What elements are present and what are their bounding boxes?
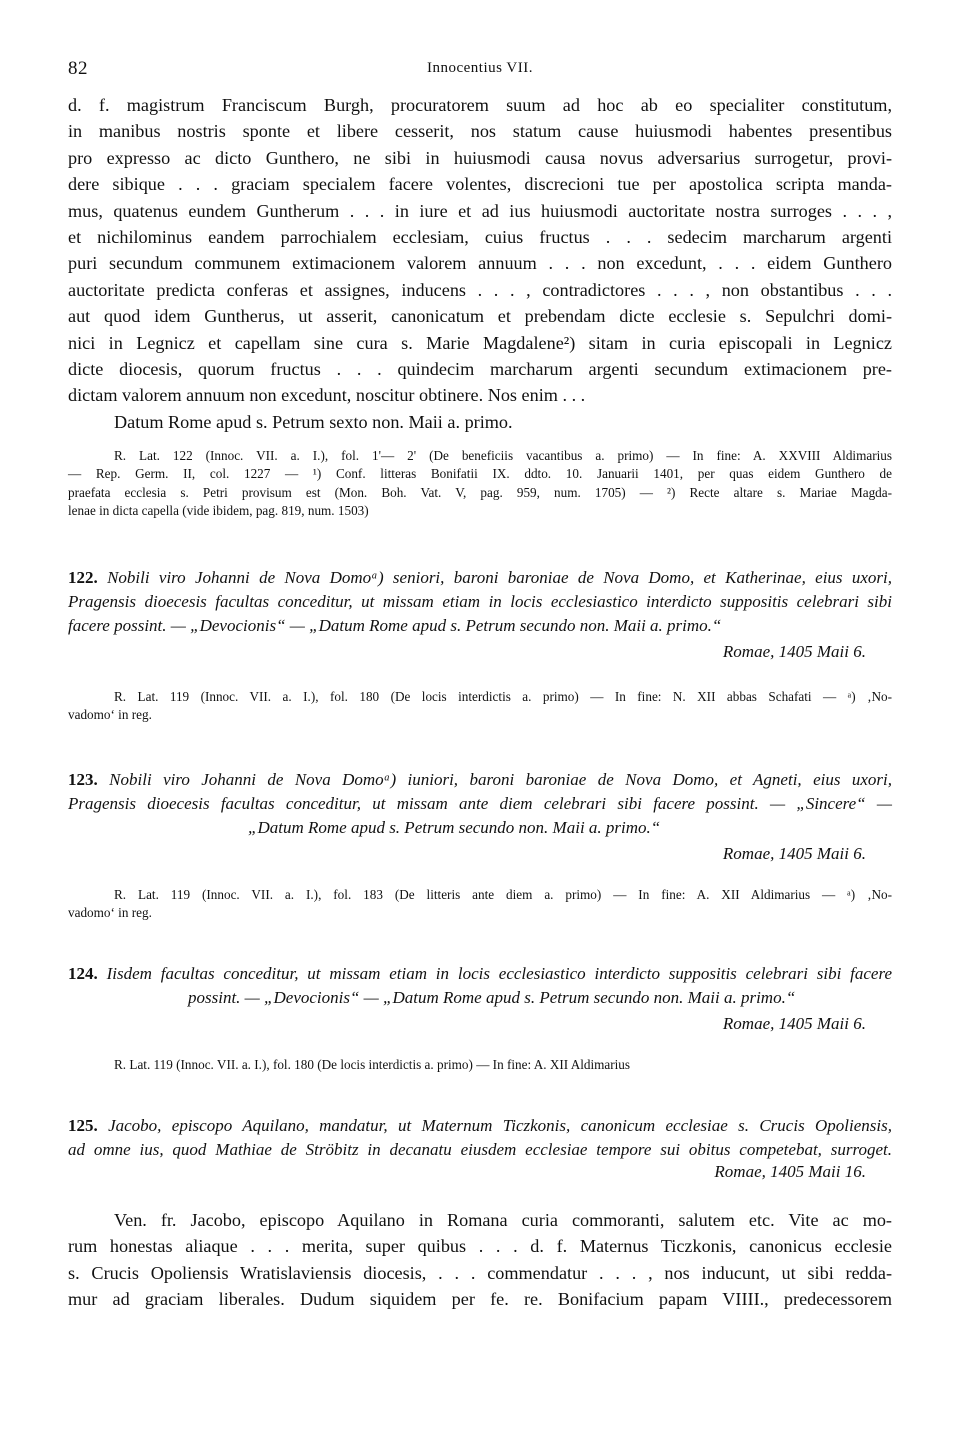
- entry-number: 125.: [68, 1116, 98, 1135]
- entry-date: Romae, 1405 Maii 6.: [722, 1014, 866, 1033]
- running-title: Innocentius VII.: [426, 60, 534, 76]
- page-number: 82: [68, 58, 88, 79]
- entry-123-notes: [68, 886, 892, 923]
- regest-line: ad omne ius, quod Mathiae de Ströbitz in decanatu eiusdem ecclesiae tempore sui obitus competebat, surroget.: [68, 1140, 892, 1160]
- datum-line: Datum Rome apud s. Petrum sexto non. Maii a. primo.: [114, 411, 513, 432]
- text-line: Ven. fr. Jacobo, episcopo Aquilano in Romana curia commoranti, salutem etc. Vite ac mo-: [114, 1210, 892, 1230]
- note-line: — Rep. Germ. II, col. 1227 — ¹) Conf. litteras Bonifatii IX. ddto. 10. Januarii 1401, per quas eidem Gunthero de: [68, 466, 892, 482]
- text-line: dicte diocesis, quorum fructus . . . quindecim marcharum argenti secundum extimacionem pre-: [68, 359, 892, 380]
- text-line: rum honestas aliaque . . . merita, super quibus . . . d. f. Maternus Ticzkonis, canonicus ecclesie: [68, 1236, 892, 1257]
- entry-121-notes: [68, 447, 892, 520]
- entry-122-notes: [68, 688, 892, 725]
- note-line: R. Lat. 119 (Innoc. VII. a. I.), fol. 180 (De locis interdictis a. primo) — In fine: N. XII abbas Schafati — ᵃ) ‚No-: [114, 689, 892, 704]
- note-line: R. Lat. 122 (Innoc. VII. a. I.), fol. 1'— 2' (De beneficiis vacantibus a. primo) — In fine: A. XXVIII Aldimarius: [114, 448, 892, 463]
- regest-line-first: [68, 768, 892, 792]
- note-line: vadomo‘ in reg.: [68, 905, 152, 921]
- regest-line-first: [68, 1114, 892, 1138]
- regest-line-first: [68, 962, 892, 986]
- text-line: auctoritate predicta conferas et assignes, inducens . . . , contradictores . . . , non obstantibus . . .: [68, 279, 892, 300]
- text-line: nici in Legnicz et capellam sine cura s. Marie Magdalene²) sitam in curia episcopali in Legnicz: [68, 332, 892, 353]
- regest-line: Pragensis dioecesis facultas conceditur, ut missam etiam in locis ecclesiastico interdicto suppositis celebrari sibi: [68, 592, 892, 612]
- note-line: R. Lat. 119 (Innoc. VII. a. I.), fol. 183 (De litteris ante diem a. primo) — In fine: A. XII Aldimarius — ᵃ) ‚No-: [114, 887, 892, 902]
- text-line: in manibus nostris sponte et libere cesserit, nos statum cause huiusmodi habentes presentibus: [68, 121, 892, 142]
- entry-number: 122.: [68, 568, 98, 587]
- entry-125-regest: [68, 1114, 892, 1162]
- entry-125-body: [68, 1207, 892, 1313]
- text-line: s. Crucis Opoliensis Wratislaviensis diocesis, . . . commendatur . . . , nos inducunt, ut sibi redda-: [68, 1262, 892, 1283]
- regest-text: Nobili viro Johanni de Nova Domoᵃ) iuniori, baroni baroniae de Nova Domo, et Agneti, eius uxori,: [109, 770, 892, 789]
- regest-line: „Datum Rome apud s. Petrum secundo non. Maii a. primo.“: [248, 818, 661, 838]
- text-line: dere sibique . . . graciam specialem facere volentes, discrecioni tue per apostolica scripta manda-: [68, 174, 892, 195]
- note-line: R. Lat. 119 (Innoc. VII. a. I.), fol. 180 (De locis interdictis a. primo) — In fine: A. XII Aldimarius: [114, 1057, 631, 1072]
- note-line: vadomo‘ in reg.: [68, 707, 152, 723]
- regest-line-first: [68, 566, 892, 590]
- regest-text: Jacobo, episcopo Aquilano, mandatur, ut Maternum Ticzkonis, canonicum ecclesiae s. Crucis Opoliensis,: [108, 1116, 892, 1135]
- entry-124-regest: [68, 962, 892, 1010]
- regest-text: Nobili viro Johanni de Nova Domoᵃ) seniori, baroni baroniae de Nova Domo, et Katherinae, eius uxori,: [107, 568, 892, 587]
- entry-number: 124.: [68, 964, 98, 983]
- text-line: mur ad graciam liberales. Dudum siquidem per fe. re. Bonifacium papam VIIII., predecessorem: [68, 1289, 892, 1310]
- entry-date: Romae, 1405 Maii 16.: [714, 1162, 866, 1181]
- entry-123-regest: [68, 768, 892, 841]
- text-line: puri secundum communem extimacionem valorem annuum . . . non excedunt, . . . eidem Gunthero: [68, 253, 892, 274]
- text-line: dictam valorem annuum non excedunt, noscitur obtinere. Nos enim . . .: [68, 385, 586, 406]
- entry-124-notes: [68, 1056, 892, 1074]
- note-line: praefata ecclesia s. Petri provisum est (Mon. Boh. Vat. V, pag. 959, num. 1705) — ²) Recte altare s. Mariae Magda-: [68, 484, 892, 500]
- entry-number: 123.: [68, 770, 98, 789]
- text-line: et nichilominus eandem parrochialem ecclesiam, cuius fructus . . . sedecim marcharum argenti: [68, 227, 892, 248]
- regest-line: Pragensis dioecesis facultas conceditur, ut missam ante diem celebrari sibi facere possint. — „Sincere“ —: [68, 794, 892, 814]
- text-line: mus, quatenus eundem Guntherum . . . in iure et ad ius huiusmodi auctoritate nostra surroges . . . ,: [68, 200, 892, 221]
- entry-date: Romae, 1405 Maii 6.: [722, 844, 866, 863]
- text-line: pro expresso ac dicto Gunthero, ne sibi in huiusmodi causa novus adversarius surrogetur, provi-: [68, 147, 892, 168]
- note-line: lenae in dicta capella (vide ibidem, pag. 819, num. 1503): [68, 502, 369, 518]
- entry-date: Romae, 1405 Maii 6.: [722, 642, 866, 661]
- entry-122-regest: [68, 566, 892, 639]
- text-line: aut quod idem Guntherus, ut asserit, canonicatum et prebendam dicte ecclesie s. Sepulchri domi-: [68, 306, 892, 327]
- entry-121-body: [68, 92, 892, 435]
- regest-line: facere possint. — „Devocionis“ — „Datum Rome apud s. Petrum secundo non. Maii a. primo.“: [68, 616, 722, 636]
- regest-line: possint. — „Devocionis“ — „Datum Rome apud s. Petrum secundo non. Maii a. primo.“: [188, 988, 796, 1008]
- regest-text: Iisdem facultas conceditur, ut missam etiam in locis ecclesiastico interdicto suppositis celebrari sibi facere: [106, 964, 893, 983]
- text-line: d. f. magistrum Franciscum Burgh, procuratorem suum ad hoc ab eo specialiter constitutum,: [68, 95, 892, 115]
